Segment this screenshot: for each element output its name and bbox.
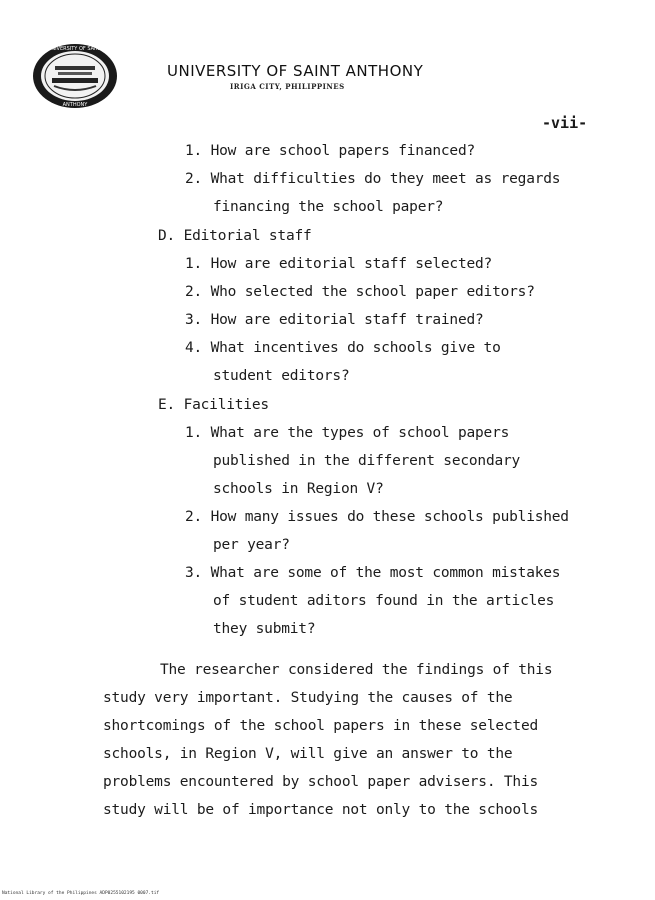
body-line: 3. What are some of the most common mistakes bbox=[185, 565, 561, 581]
body-line: 1. How are editorial staff selected? bbox=[185, 256, 493, 272]
body-line: they submit? bbox=[213, 621, 316, 637]
paragraph-line: study very important. Studying the causes of the bbox=[103, 690, 513, 706]
paragraph-line: The researcher considered the findings of this bbox=[160, 662, 553, 678]
svg-text:ANTHONY: ANTHONY bbox=[62, 102, 88, 108]
paragraph-line: shortcomings of the school papers in these selected bbox=[103, 718, 539, 734]
body-line: schools in Region V? bbox=[213, 481, 384, 497]
page-number: -vii- bbox=[542, 114, 588, 132]
body-line: 4. What incentives do schools give to bbox=[185, 340, 501, 356]
university-location: IRIGA CITY, PHILIPPINES bbox=[230, 82, 345, 91]
archive-footer: National Library of the Philippines ADP0255102195 0007.tif bbox=[2, 891, 160, 896]
body-line: 2. Who selected the school paper editors? bbox=[185, 284, 535, 300]
body-line: student editors? bbox=[213, 368, 350, 384]
body-line: 2. How many issues do these schools published bbox=[185, 509, 569, 525]
body-line: 2. What difficulties do they meet as regards bbox=[185, 171, 561, 187]
paragraph-line: problems encountered by school paper advisers. This bbox=[103, 774, 539, 790]
body-line: per year? bbox=[213, 537, 290, 553]
body-line: of student aditors found in the articles bbox=[213, 593, 555, 609]
paragraph-line: study will be of importance not only to the schools bbox=[103, 802, 539, 818]
section-heading: E. Facilities bbox=[158, 397, 269, 413]
body-line: 3. How are editorial staff trained? bbox=[185, 312, 484, 328]
paragraph-line: schools, in Region V, will give an answer to the bbox=[103, 746, 513, 762]
svg-text:UNIVERSITY OF SAINT: UNIVERSITY OF SAINT bbox=[47, 46, 103, 52]
body-line: published in the different secondary bbox=[213, 453, 521, 469]
body-line: 1. How are school papers financed? bbox=[185, 143, 476, 159]
section-heading: D. Editorial staff bbox=[158, 228, 312, 244]
body-line: financing the school paper? bbox=[213, 199, 444, 215]
body-line: 1. What are the types of school papers bbox=[185, 425, 510, 441]
university-seal bbox=[30, 42, 120, 110]
university-name: UNIVERSITY OF SAINT ANTHONY bbox=[167, 62, 424, 80]
